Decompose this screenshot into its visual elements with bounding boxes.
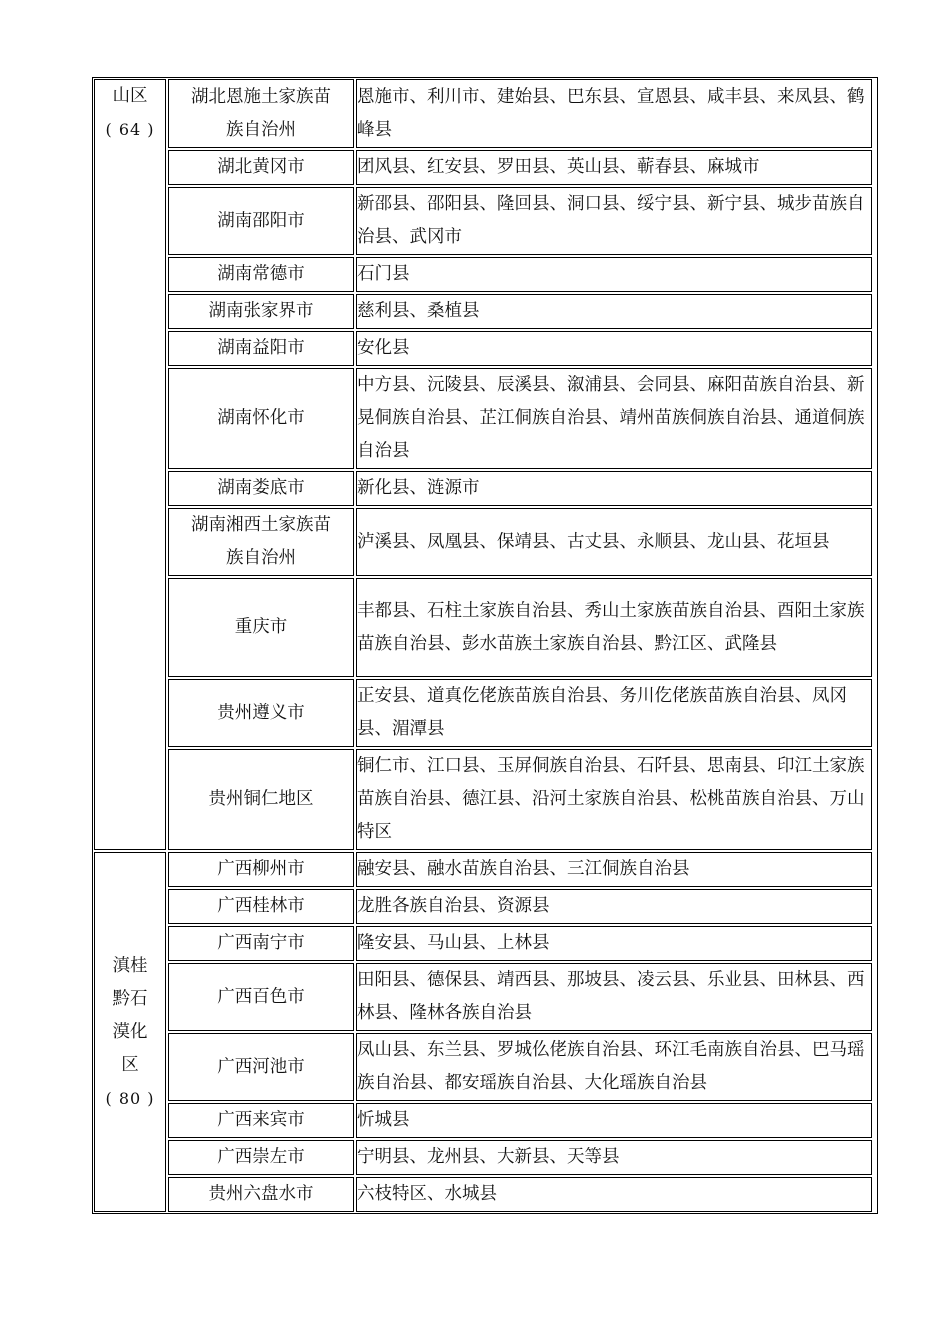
table-row <box>94 508 872 576</box>
table-row <box>94 852 872 887</box>
table-row <box>94 257 872 292</box>
counties-cell: 慈利县、桑植县 <box>356 294 872 329</box>
region-name: 山区 <box>112 86 148 106</box>
region-name-line: 漠化 <box>112 1021 148 1042</box>
county-table <box>92 77 878 1214</box>
counties-cell: 龙胜各族自治县、资源县 <box>356 889 872 924</box>
city-cell: 湖南娄底市 <box>168 471 354 506</box>
counties-cell: 新邵县、邵阳县、隆回县、洞口县、绥宁县、新宁县、城步苗族自治县、武冈市 <box>356 187 872 255</box>
table-row <box>94 294 872 329</box>
city-cell: 广西来宾市 <box>168 1103 354 1138</box>
city-cell: 贵州遵义市 <box>168 679 354 747</box>
city-cell: 湖南湘西土家族苗 族自治州 <box>168 508 354 576</box>
counties-cell: 团风县、红安县、罗田县、英山县、蕲春县、麻城市 <box>356 150 872 185</box>
table-row <box>94 471 872 506</box>
region-name-line: 滇桂 <box>112 955 148 976</box>
city-cell: 贵州铜仁地区 <box>168 749 354 850</box>
city-cell: 广西百色市 <box>168 963 354 1031</box>
table-row <box>94 79 872 148</box>
counties-cell: 泸溪县、凤凰县、保靖县、古丈县、永顺县、龙山县、花垣县 <box>356 508 872 576</box>
counties-cell: 六枝特区、水城县 <box>356 1177 872 1212</box>
counties-cell: 忻城县 <box>356 1103 872 1138</box>
counties-cell: 宁明县、龙州县、大新县、天等县 <box>356 1140 872 1175</box>
table-row <box>94 578 872 677</box>
table-row <box>94 331 872 366</box>
city-cell: 湖南怀化市 <box>168 368 354 469</box>
region-count: ( 80 ) <box>105 1088 155 1108</box>
city-cell: 广西南宁市 <box>168 926 354 961</box>
table-row <box>94 889 872 924</box>
region-name-line: 区 <box>121 1054 139 1075</box>
city-cell: 湖南邵阳市 <box>168 187 354 255</box>
counties-cell: 新化县、涟源市 <box>356 471 872 506</box>
table-row <box>94 926 872 961</box>
counties-cell: 丰都县、石柱土家族自治县、秀山土家族苗族自治县、酉阳土家族苗族自治县、彭水苗族土家族自治县、黔江区、武隆县 <box>356 578 872 677</box>
city-cell: 湖南张家界市 <box>168 294 354 329</box>
counties-cell: 融安县、融水苗族自治县、三江侗族自治县 <box>356 852 872 887</box>
table-row <box>94 1140 872 1175</box>
table-row <box>94 679 872 747</box>
table-row <box>94 1177 872 1212</box>
counties-cell: 隆安县、马山县、上林县 <box>356 926 872 961</box>
counties-cell: 铜仁市、江口县、玉屏侗族自治县、石阡县、思南县、印江土家族苗族自治县、德江县、沿河土家族自治县、松桃苗族自治县、万山特区 <box>356 749 872 850</box>
table-row <box>94 963 872 1031</box>
counties-cell: 中方县、沅陵县、辰溪县、溆浦县、会同县、麻阳苗族自治县、新晃侗族自治县、芷江侗族自治县、靖州苗族侗族自治县、通道侗族自治县 <box>356 368 872 469</box>
city-cell: 湖北恩施土家族苗 族自治州 <box>168 79 354 148</box>
region-city-county-grid <box>92 77 874 1214</box>
table-row <box>94 749 872 850</box>
city-cell: 重庆市 <box>168 578 354 677</box>
counties-cell: 凤山县、东兰县、罗城仫佬族自治县、环江毛南族自治县、巴马瑶族自治县、都安瑶族自治县、大化瑶族自治县 <box>356 1033 872 1101</box>
table-row <box>94 1033 872 1101</box>
counties-cell: 正安县、道真仡佬族苗族自治县、务川仡佬族苗族自治县、凤冈县、湄潭县 <box>356 679 872 747</box>
region-cell-rocky-desertification <box>94 852 166 1212</box>
region-count: ( 64 ) <box>105 120 155 139</box>
city-cell: 广西河池市 <box>168 1033 354 1101</box>
city-cell: 广西柳州市 <box>168 852 354 887</box>
counties-cell: 恩施市、利川市、建始县、巴东县、宣恩县、咸丰县、来凤县、鹤峰县 <box>356 79 872 148</box>
counties-cell: 安化县 <box>356 331 872 366</box>
table-row <box>94 150 872 185</box>
city-cell: 湖南常德市 <box>168 257 354 292</box>
city-cell: 广西崇左市 <box>168 1140 354 1175</box>
table-row <box>94 187 872 255</box>
region-name-line: 黔石 <box>112 988 148 1009</box>
counties-cell: 石门县 <box>356 257 872 292</box>
table-row <box>94 1103 872 1138</box>
city-cell: 湖南益阳市 <box>168 331 354 366</box>
city-cell: 广西桂林市 <box>168 889 354 924</box>
table-row <box>94 368 872 469</box>
city-cell: 贵州六盘水市 <box>168 1177 354 1212</box>
city-cell: 湖北黄冈市 <box>168 150 354 185</box>
counties-cell: 田阳县、德保县、靖西县、那坡县、凌云县、乐业县、田林县、西林县、隆林各族自治县 <box>356 963 872 1031</box>
region-cell-mountain <box>94 79 166 850</box>
